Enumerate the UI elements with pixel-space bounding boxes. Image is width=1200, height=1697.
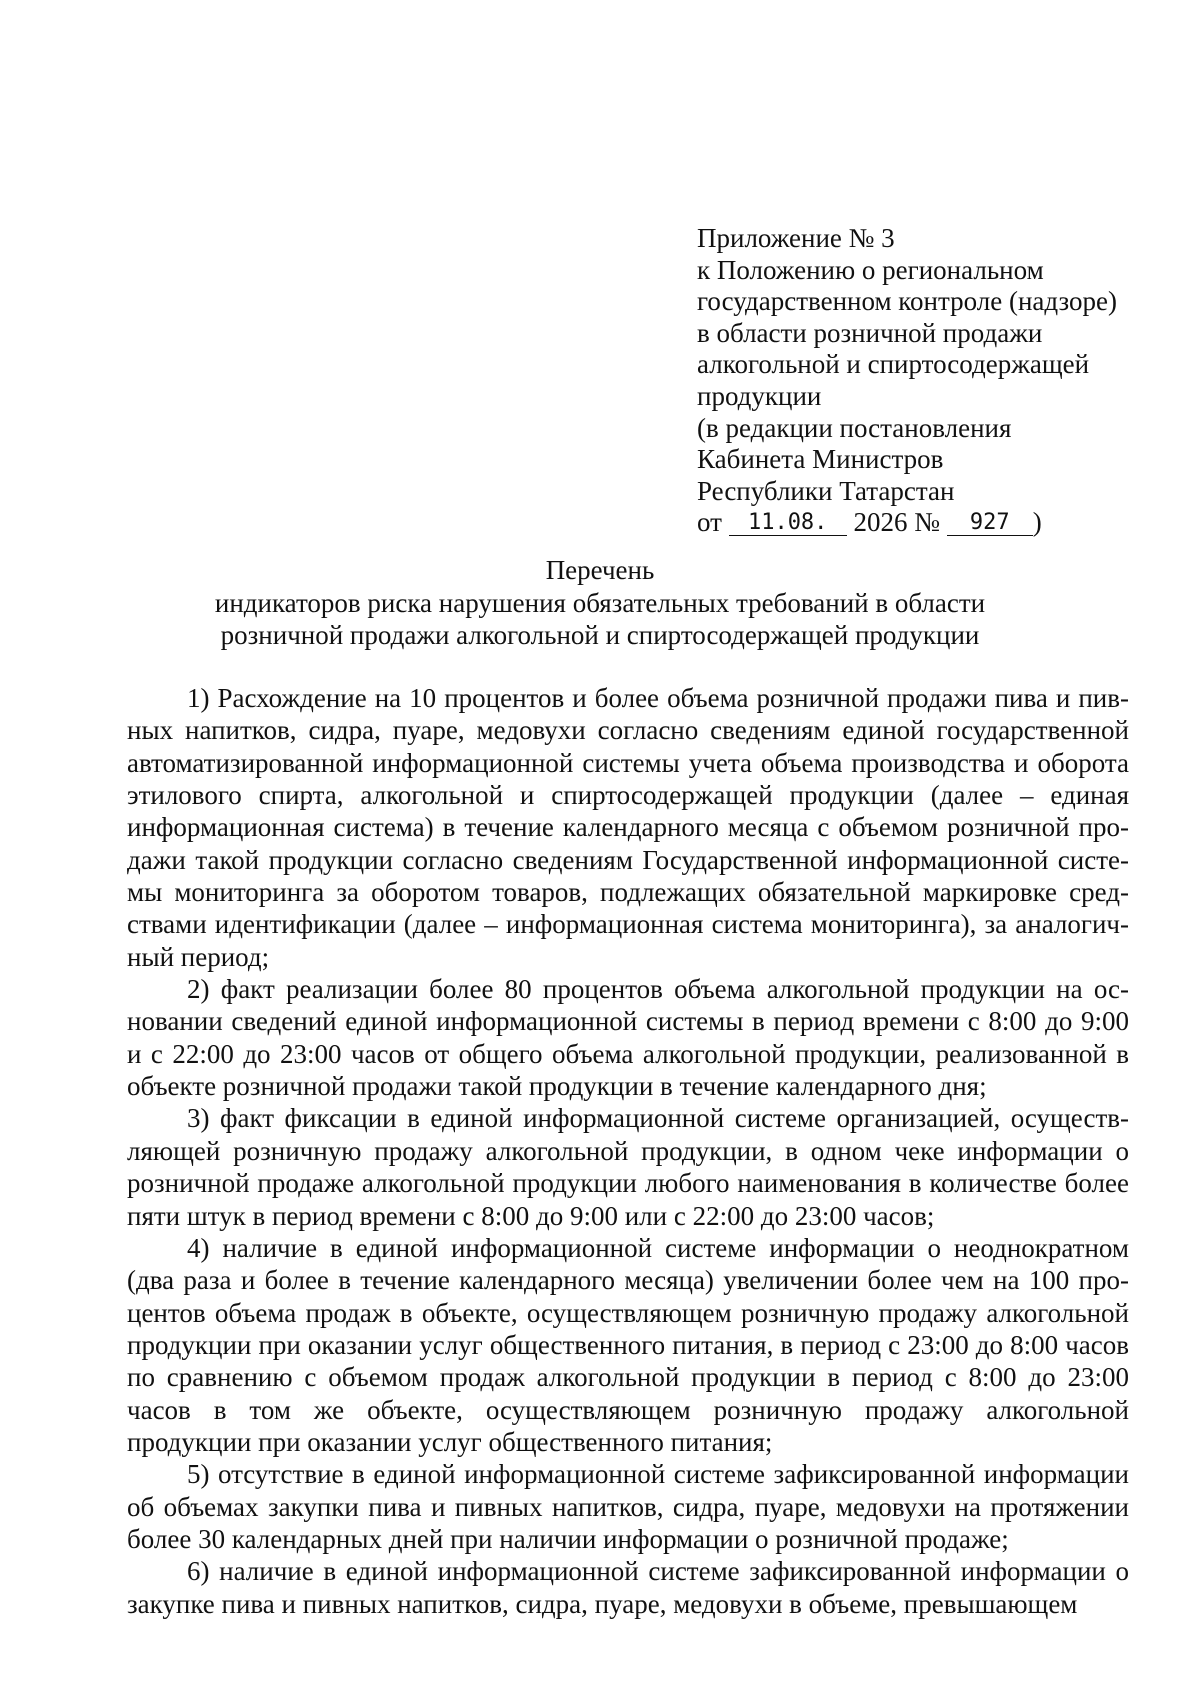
number-label: № <box>914 507 940 538</box>
annex-header <box>697 223 1137 539</box>
annex-line: государственном контроле (надзоре) <box>697 286 1117 317</box>
annex-line: Республики Татарстан <box>697 475 955 506</box>
list-item: 6) наличие в единой информационной системе зафиксированной информации о закупке пива и пивных напитков, сидра, пуаре, медовухи в объеме, превышающем <box>127 1556 1129 1619</box>
title-subheading: розничной продажи алкогольной и спиртосодержащей продукции <box>220 620 980 650</box>
annex-line: в области розничной продажи <box>697 317 1043 348</box>
date-prefix: от <box>697 507 722 538</box>
list-item: 4) наличие в единой информационной системе информации о неоднократном (два раза и более в течение календарного месяца) увеличении более чем на 100 процентов объема продаж в объекте, осуществляющем розничную продажу алкогольной продукции при оказании услуг общественного питания, в период с 23:00 до 8:00 часов по сравнению с объемом продаж алкогольной продукции в период с 8:00 до 23:00 часов в том же объекте, осуществляющем розничную продажу алкогольной продукции при оказании услуг общественного питания; <box>127 1232 1129 1457</box>
list-item: 3) факт фиксации в единой информационной системе организацией, осуществляющей розничную продажу алкогольной продукции, в одном чеке информации о розничной продаже алкогольной продукции любого наименования в количестве более пяти штук в период времени с 8:00 до 9:00 или с 22:00 до 23:00 часов; <box>127 1103 1129 1231</box>
closing-paren: ) <box>1032 507 1042 538</box>
resolution-reference <box>697 507 1137 539</box>
list-item: 1) Расхождение на 10 процентов и более объема розничной продажи пива и пивных напитков, сидра, пуаре, медовухи согласно сведениям единой государственной автоматизированной информационной системы учета объема производства и оборота этилового спирта, алкогольной и спиртосодержащей продукции (далее – единая информационная система) в течение календарного месяца с объемом розничной продажи такой продукции согласно сведениям Государственной информационной системы мониторинга за оборотом товаров, подлежащих обязательной маркировке средствами идентификации (далее – информационная система мониторинга), за аналогичный период; <box>127 683 1129 972</box>
document-title <box>80 554 1120 652</box>
list-item: 5) отсутствие в единой информационной системе зафиксированной информации об объемах закупки пива и пивных напитков, сидра, пуаре, медовухи на протяжении более 30 календарных дней при наличии информации о розничной продаже; <box>127 1459 1129 1554</box>
resolution-date: 11.08. <box>729 511 847 536</box>
annex-line: к Положению о региональном <box>697 254 1044 285</box>
title-subheading: индикаторов риска нарушения обязательных требований в области <box>214 587 986 618</box>
annex-line: (в редакции постановления <box>697 412 1012 443</box>
resolution-year: 2026 <box>853 507 908 538</box>
title-heading: Перечень <box>545 555 655 585</box>
annex-line: продукции <box>697 380 822 411</box>
annex-line: алкогольной и спиртосодержащей <box>697 349 1090 380</box>
resolution-number: 927 <box>947 511 1033 536</box>
annex-title: Приложение № 3 <box>697 223 895 253</box>
list-item: 2) факт реализации более 80 процентов объема алкогольной продукции на основании сведений единой информационной системы в период времени с 8:00 до 9:00 и с 22:00 до 23:00 часов от общего объема алкогольной продукции, реализованной в объекте розничной продажи такой продукции в течение календарного дня; <box>127 974 1129 1102</box>
indicator-list <box>127 682 1129 1620</box>
annex-line: Кабинета Министров <box>697 444 944 475</box>
